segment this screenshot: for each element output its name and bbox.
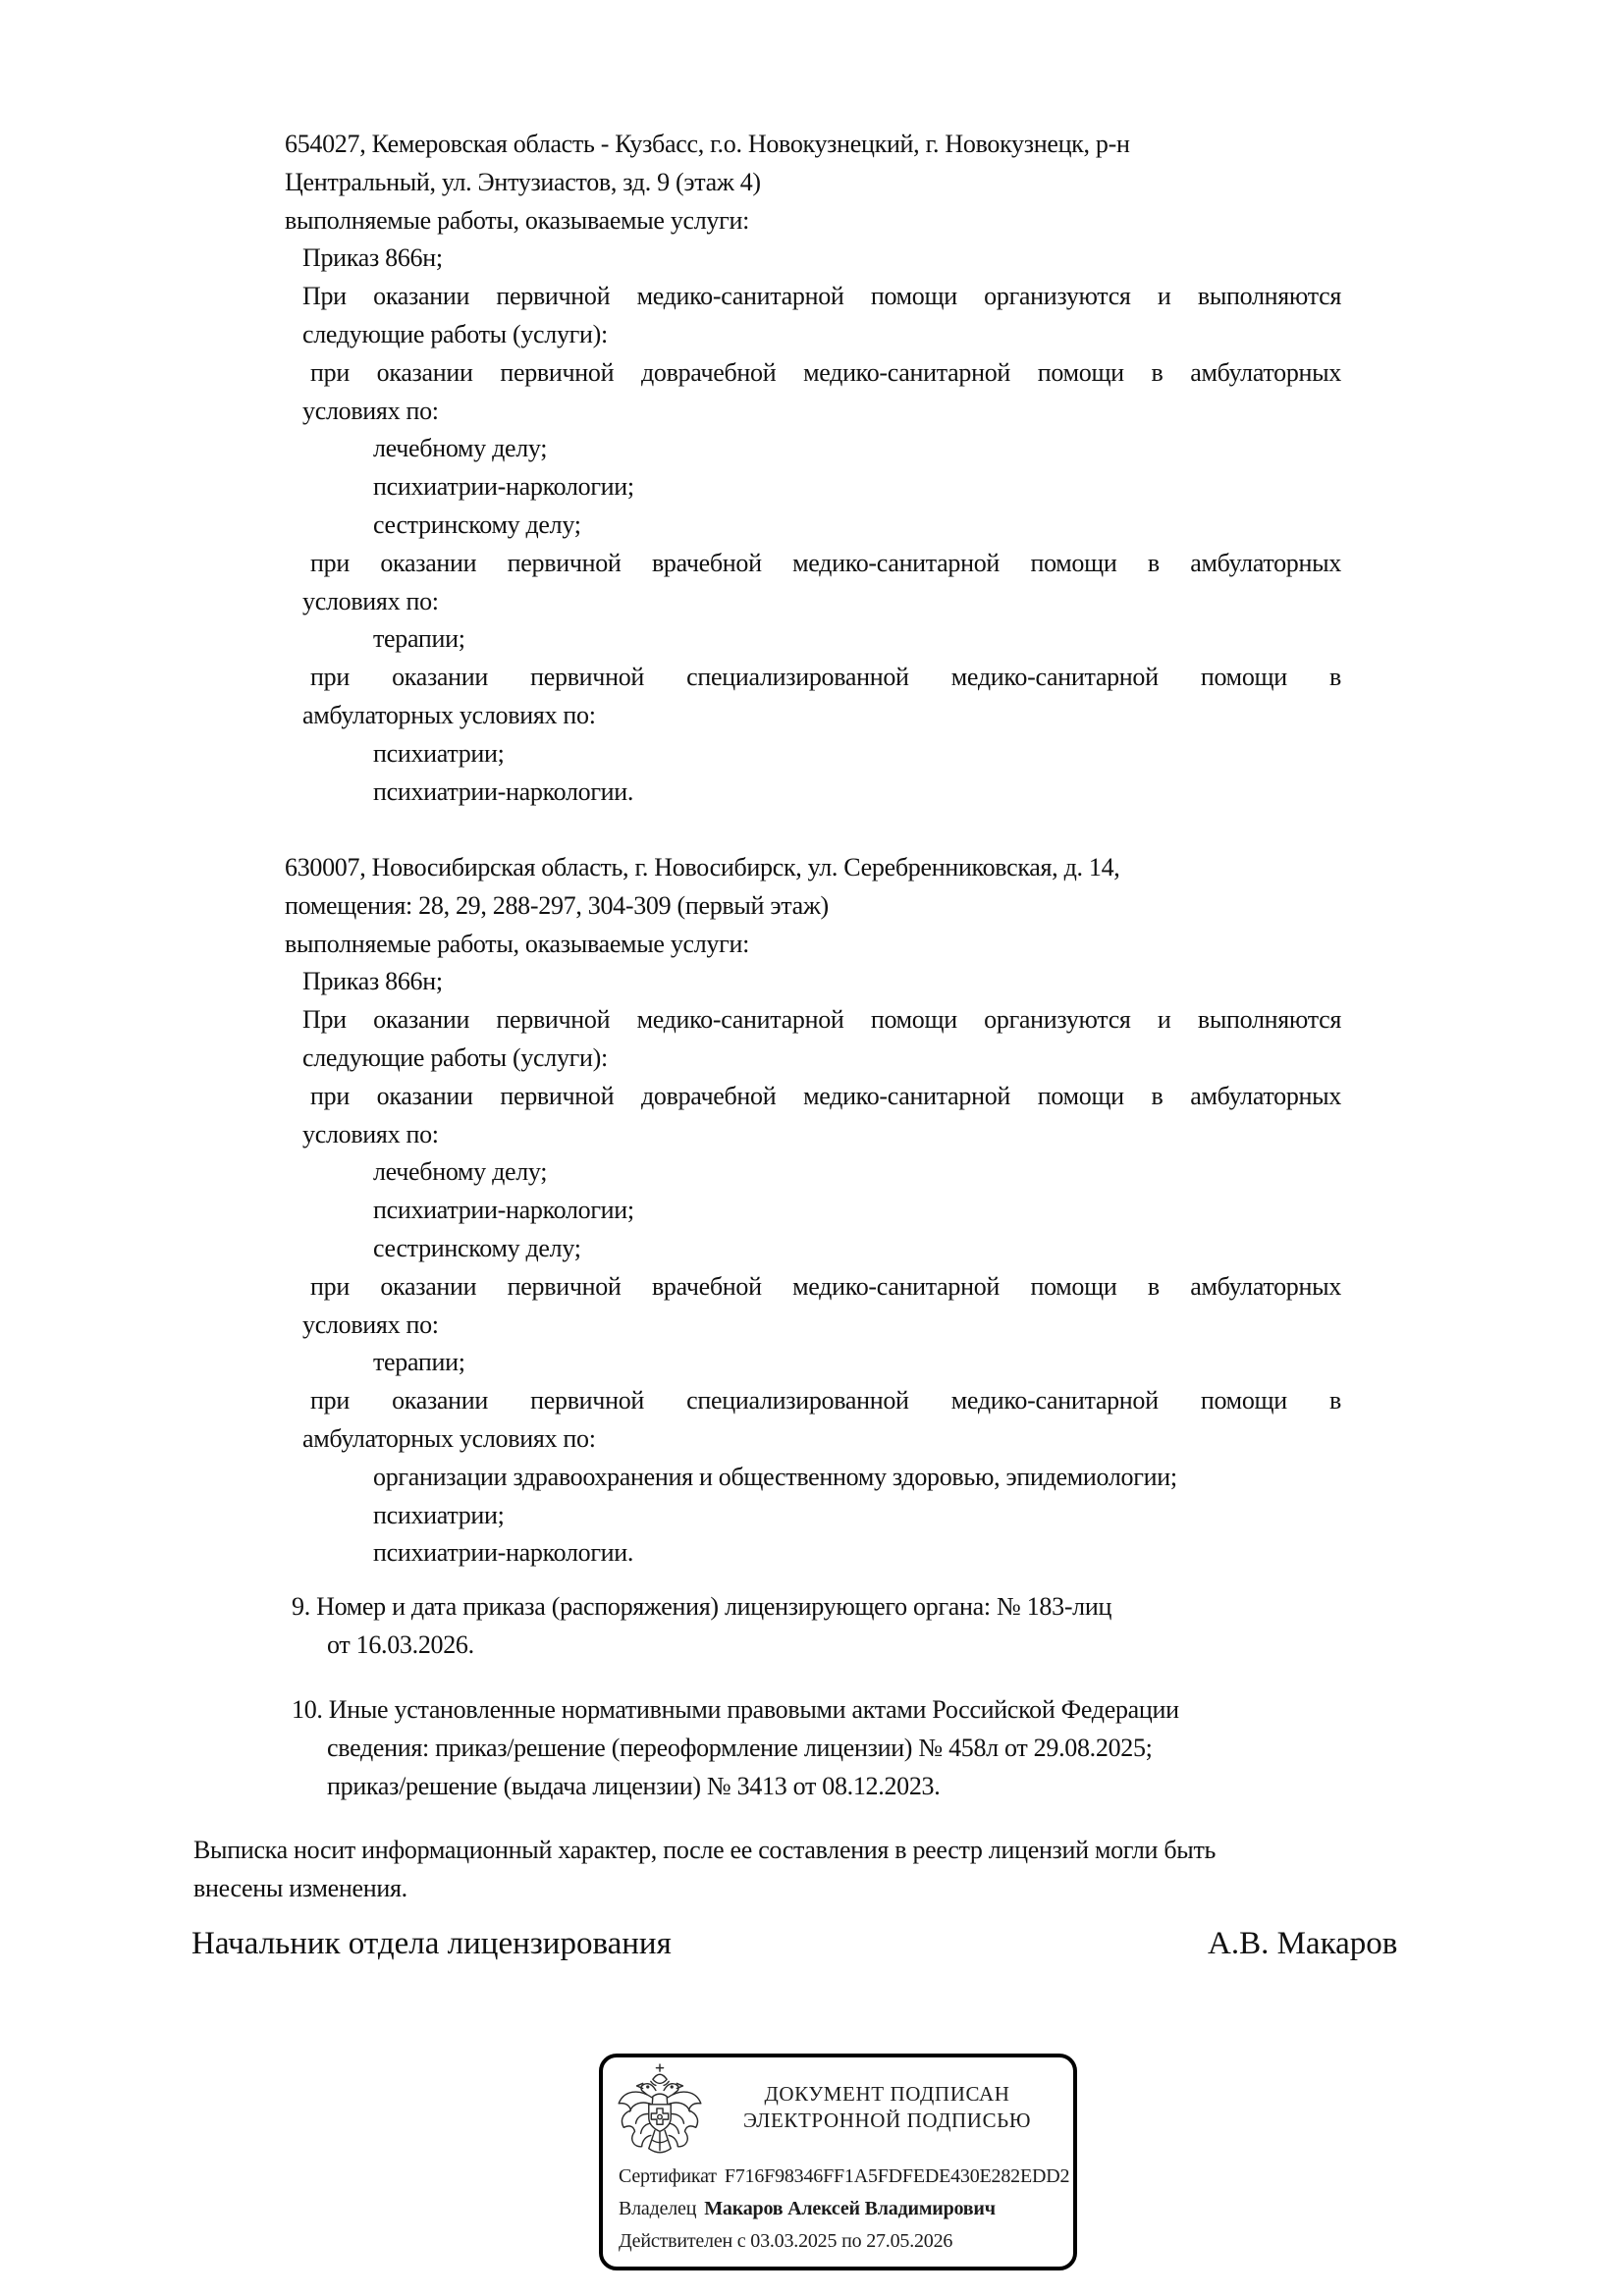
- signatory-position: Начальник отдела лицензирования: [191, 1926, 672, 1961]
- service-line: амбулаторных условиях по:: [302, 1423, 596, 1453]
- service-line: условиях по:: [302, 586, 439, 615]
- clause-9-line: от 16.03.2026.: [327, 1629, 474, 1659]
- service-item: психиатрии-наркологии;: [373, 1196, 634, 1225]
- validity-line: Действителен с 03.03.2025 по 27.05.2026: [619, 2230, 953, 2252]
- service-line: условиях по:: [302, 396, 439, 425]
- owner-label: Владелец: [619, 2198, 697, 2219]
- clause-10-line: приказ/решение (выдача лицензии) № 3413 от 08.12.2023.: [327, 1771, 941, 1800]
- order-ref-line: Приказ 866н;: [302, 967, 443, 996]
- services-intro: выполняемые работы, оказываемые услуги:: [285, 929, 750, 958]
- location-block-novokuznetsk: [285, 126, 1341, 811]
- service-line: следующие работы (услуги):: [302, 319, 608, 348]
- certificate-line: [619, 2165, 1069, 2188]
- disclaimer-line: внесены изменения.: [193, 1873, 407, 1902]
- service-line: при оказании первичной доврачебной медико-санитарной помощи в амбулаторных: [310, 357, 1341, 387]
- service-item: психиатрии;: [373, 1500, 505, 1529]
- service-line: При оказании первичной медико-санитарной помощи организуются и выполняются: [302, 282, 1341, 311]
- service-line: условиях по:: [302, 1309, 439, 1339]
- signature-row: [0, 1926, 1624, 1975]
- certificate-value: F716F98346FF1A5FDFEDE430E282EDD2: [724, 2165, 1070, 2187]
- service-line: условиях по:: [302, 1119, 439, 1148]
- eagle-emblem-icon: [615, 2062, 705, 2163]
- service-item: организации здравоохранения и общественному здоровью, эпидемиологии;: [373, 1462, 1177, 1491]
- service-line: следующие работы (услуги):: [302, 1042, 608, 1072]
- stamp-title-line1: ДОКУМЕНТ ПОДПИСАН: [764, 2082, 1010, 2106]
- stamp-title: [709, 2081, 1065, 2134]
- certificate-label: Сертификат: [619, 2165, 717, 2187]
- service-item: терапии;: [373, 624, 465, 654]
- service-line: при оказании первичной врачебной медико-санитарной помощи в амбулаторных: [310, 548, 1341, 577]
- disclaimer: [193, 1832, 1372, 1908]
- service-line: при оказании первичной врачебной медико-санитарной помощи в амбулаторных: [310, 1271, 1341, 1301]
- service-item: лечебному делу;: [373, 434, 548, 463]
- service-line: амбулаторных условиях по:: [302, 700, 596, 729]
- esign-stamp: [599, 2054, 1077, 2270]
- service-item: сестринскому делу;: [373, 509, 581, 539]
- address-line: Центральный, ул. Энтузиастов, зд. 9 (этаж 4): [285, 167, 761, 196]
- clause-10-line: сведения: приказ/решение (переоформление лицензии) № 458л от 29.08.2025;: [327, 1733, 1153, 1762]
- service-item: сестринскому делу;: [373, 1233, 581, 1262]
- service-line: при оказании первичной специализированной медико-санитарной помощи в: [310, 1386, 1341, 1415]
- service-item: психиатрии-наркологии.: [373, 1538, 634, 1568]
- clause-10-line: 10. Иные установленные нормативными правовыми актами Российской Федерации: [292, 1695, 1179, 1724]
- location-block-novosibirsk: [285, 849, 1341, 1573]
- signatory-name: А.В. Макаров: [1208, 1926, 1398, 1961]
- service-line: при оказании первичной специализированной медико-санитарной помощи в: [310, 663, 1341, 692]
- clause-10: [292, 1691, 1345, 1805]
- stamp-title-line2: ЭЛЕКТРОННОЙ ПОДПИСЬЮ: [742, 2109, 1032, 2132]
- services-intro: выполняемые работы, оказываемые услуги:: [285, 205, 750, 235]
- owner-value: Макаров Алексей Владимирович: [704, 2198, 996, 2219]
- service-item: лечебному делу;: [373, 1157, 548, 1187]
- service-item: психиатрии-наркологии;: [373, 472, 634, 502]
- service-item: психиатрии;: [373, 738, 505, 768]
- address-line: помещения: 28, 29, 288-297, 304-309 (первый этаж): [285, 890, 829, 920]
- disclaimer-line: Выписка носит информационный характер, после ее составления в реестр лицензий могли быть: [193, 1836, 1217, 1864]
- service-line: при оказании первичной доврачебной медико-санитарной помощи в амбулаторных: [310, 1081, 1341, 1110]
- order-ref-line: Приказ 866н;: [302, 243, 443, 273]
- address-line: 630007, Новосибирская область, г. Новосибирск, ул. Серебренниковская, д. 14,: [285, 853, 1120, 881]
- service-item: психиатрии-наркологии.: [373, 776, 634, 806]
- service-line: При оказании первичной медико-санитарной помощи организуются и выполняются: [302, 1005, 1341, 1035]
- clause-9-line: 9. Номер и дата приказа (распоряжения) лицензирующего органа: № 183-лиц: [292, 1592, 1112, 1621]
- clause-9: [292, 1588, 1345, 1665]
- service-item: терапии;: [373, 1348, 465, 1377]
- address-line: 654027, Кемеровская область - Кузбасс, г.о. Новокузнецкий, г. Новокузнецк, р-н: [285, 130, 1130, 158]
- owner-line: [619, 2198, 996, 2220]
